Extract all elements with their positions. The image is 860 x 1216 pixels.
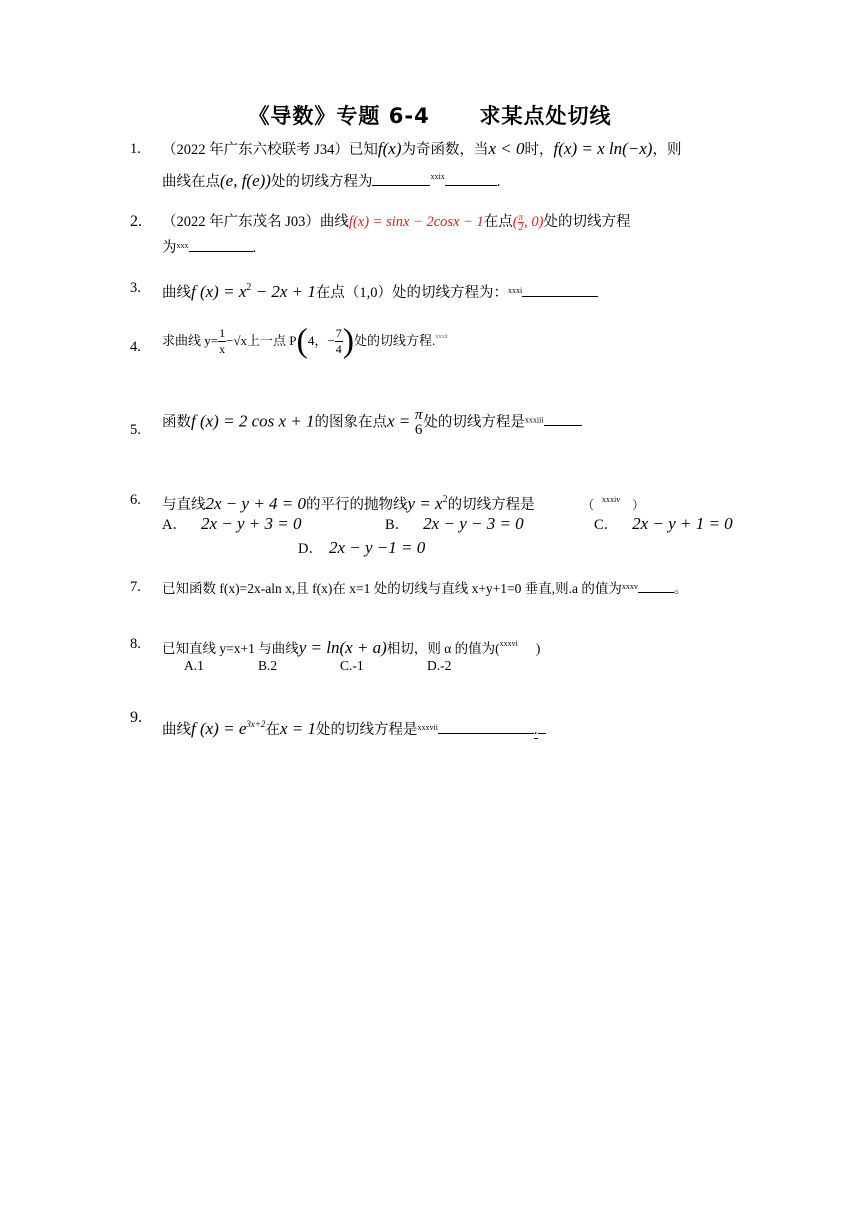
answer-blank[interactable] (189, 237, 253, 252)
option-b[interactable]: B． 2x − y − 3 = 0 (385, 514, 524, 533)
option-d[interactable]: D． 2x − y −1 = 0 (298, 538, 426, 557)
footnote-ref: xxxv (621, 582, 638, 591)
answer-blank[interactable] (445, 171, 497, 186)
footnote-ref: xxxi (507, 286, 523, 295)
answer-blank[interactable] (522, 282, 598, 297)
question-1-line-1: （2022 年广东六校联考 J34）已知f(x)为奇函数，当x < 0时，f(x) = x ln(−x)，则 (162, 139, 682, 158)
answer-blank[interactable] (438, 719, 534, 734)
fraction-pi-over-6: π 6 (414, 407, 423, 438)
fraction-1-over-x: $\frac{1}{x}$ (219, 326, 226, 357)
question-number: 3. (130, 280, 141, 296)
question-number: 8. (130, 636, 141, 652)
footnote-ref: xxxii (435, 334, 448, 340)
red-function: f(x) = sinx − 2cosx − 1 (348, 214, 484, 230)
fraction-pi-over-2: $\frac{\pi}{2}$ (518, 212, 524, 233)
option-d[interactable]: D.-2 (427, 658, 452, 673)
footnote-ref: xxx (176, 241, 189, 250)
answer-blank[interactable] (638, 578, 674, 593)
footnote-ref: xxxiii (524, 415, 544, 425)
point-expression: (e, f(e)) (220, 171, 271, 190)
option-c[interactable]: C.-1 (340, 658, 364, 673)
page-title: 《导数》专题 6-4 求某点处切线 (248, 104, 612, 128)
question-number: 9. (130, 709, 142, 726)
footnote-ref: xxxiv (602, 495, 621, 504)
question-number: 1. (130, 141, 141, 157)
question-number: 4. (130, 339, 141, 355)
question-number: 7. (130, 579, 141, 595)
option-c[interactable]: C． 2x − y + 1 = 0 (594, 514, 733, 533)
answer-blank[interactable] (372, 171, 430, 186)
option-a[interactable]: A.1 (184, 658, 204, 673)
footnote-ref: xxix (430, 172, 445, 181)
footnote-ref: xxxvii (417, 723, 438, 732)
option-a[interactable]: A． 2x − y + 3 = 0 (162, 514, 302, 533)
option-b[interactable]: B.2 (258, 658, 278, 673)
fraction-7-over-4: $\frac{7}{4}$ (335, 326, 342, 357)
question-number: 6. (130, 492, 141, 508)
question-number: 5. (130, 422, 141, 438)
footnote-ref: xxxvi (499, 639, 518, 648)
answer-blank[interactable] (544, 411, 582, 426)
question-number: 2. (130, 213, 142, 230)
